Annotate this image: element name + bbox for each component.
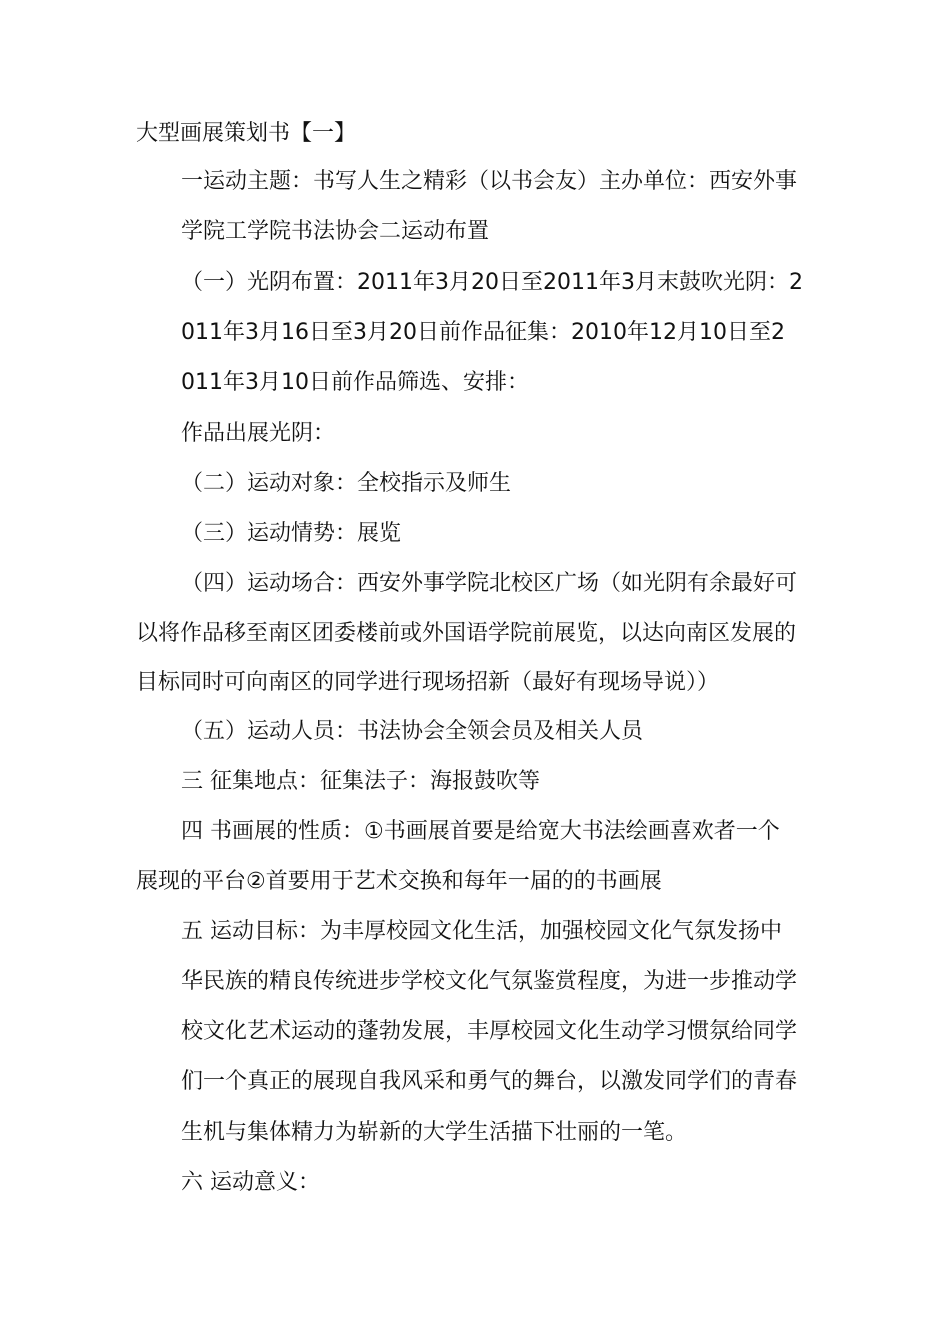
paragraph-line: 华民族的精良传统进步学校文化气氛鉴赏程度，为进一步推动学	[181, 969, 798, 994]
paragraph-line: 以将作品移至南区团委楼前或外国语学院前展览，以达向南区发展的	[136, 621, 797, 646]
paragraph-line: 们一个真正的展现自我风采和勇气的舞台，以激发同学们的青春	[181, 1069, 798, 1094]
paragraph-line: （二）运动对象：全校指示及师生	[181, 471, 512, 496]
paragraph-line: 五 运动目标：为丰厚校园文化生活，加强校园文化气氛发扬中	[181, 919, 782, 944]
paragraph-line: 生机与集体精力为崭新的大学生活描下壮丽的一笔。	[181, 1120, 688, 1145]
paragraph-line: 六 运动意义：	[181, 1170, 320, 1195]
paragraph-line: 展现的平台②首要用于艺术交换和每年一届的的书画展	[136, 869, 662, 894]
paragraph-line: 作品出展光阴：	[181, 421, 336, 446]
paragraph-line: 目标同时可向南区的同学进行现场招新（最好有现场导说））	[136, 670, 720, 695]
paragraph-line: （五）运动人员：书法协会全领会员及相关人员	[181, 719, 644, 744]
paragraph-line: （一）光阴布置：2011年3月20日至2011年3月末鼓吹光阴：2	[181, 270, 803, 295]
paragraph-line: 四 书画展的性质：①书画展首要是给宽大书法绘画喜欢者一个	[181, 819, 780, 844]
paragraph-line: 三 征集地点：征集法子：海报鼓吹等	[181, 769, 540, 794]
paragraph-line: 学院工学院书法协会二运动布置	[181, 219, 490, 244]
paragraph-line: （三）运动情势：展览	[181, 521, 402, 546]
paragraph-line: 011年3月16日至3月20日前作品征集：2010年12月10日至2	[181, 320, 785, 345]
paragraph-line: 011年3月10日前作品筛选、安排：	[181, 370, 529, 395]
paragraph-line: （四）运动场合：西安外事学院北校区广场（如光阴有余最好可	[181, 571, 798, 596]
paragraph-line: 校文化艺术运动的蓬勃发展，丰厚校园文化生动学习惯氛给同学	[181, 1019, 798, 1044]
document-title: 大型画展策划书【一】	[136, 121, 357, 146]
paragraph-line: 一运动主题：书写人生之精彩（以书会友）主办单位：西安外事	[181, 169, 798, 194]
